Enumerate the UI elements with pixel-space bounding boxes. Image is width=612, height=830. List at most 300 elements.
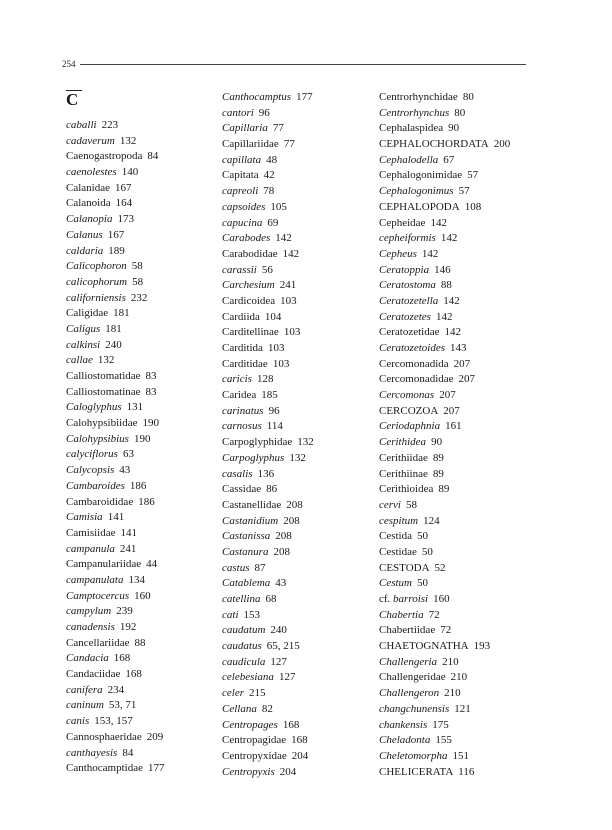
- index-entry: [222, 121, 372, 137]
- index-entry: [379, 498, 529, 514]
- index-term: caldaria: [66, 244, 104, 257]
- index-page-ref: 192: [119, 621, 137, 633]
- index-page-ref: 146: [434, 263, 451, 276]
- index-entry: [222, 372, 372, 388]
- index-page-ref: 77: [283, 138, 295, 151]
- index-page-ref: 185: [261, 389, 278, 402]
- index-page-ref: 78: [263, 185, 275, 198]
- index-entry: [66, 369, 216, 385]
- index-entry: [379, 749, 529, 765]
- index-entry: [66, 118, 216, 134]
- index-entry: [379, 623, 529, 639]
- index-term: calicophorum: [66, 275, 128, 288]
- index-term: Cercomonadida: [379, 357, 449, 370]
- index-page-ref: 86: [266, 483, 278, 496]
- index-entry: [66, 667, 216, 683]
- index-entry: [379, 404, 529, 420]
- index-term: campylum: [66, 605, 112, 618]
- index-page-ref: 186: [138, 495, 155, 508]
- index-term: Carabodes: [222, 232, 271, 245]
- index-term: Calohypsibius: [66, 432, 129, 445]
- index-page-ref: 89: [432, 467, 444, 480]
- index-page-ref: 200: [493, 138, 511, 151]
- index-term: CESTODA: [379, 561, 430, 574]
- index-entry: [66, 259, 216, 275]
- index-page-ref: 57: [467, 169, 479, 182]
- index-entry: [66, 306, 216, 322]
- index-term: Calanus: [66, 228, 103, 241]
- index-term: Challengeria: [379, 655, 438, 668]
- index-page-ref: 204: [279, 765, 297, 778]
- index-term: Carpoglyphidae: [222, 436, 293, 449]
- index-term: Caenogastropoda: [66, 150, 143, 163]
- index-term: Caloglyphus: [66, 401, 122, 414]
- index-page-ref: 103: [280, 294, 297, 307]
- index-page-ref: 84: [122, 746, 134, 759]
- index-entry: [222, 357, 372, 373]
- index-page-ref: 63: [122, 448, 134, 461]
- index-page-ref: 58: [132, 275, 144, 288]
- index-entry: [66, 463, 216, 479]
- index-entry: [66, 275, 216, 291]
- index-page-ref: 90: [448, 122, 460, 135]
- index-entry: [379, 278, 529, 294]
- index-page-ref: 83: [145, 370, 157, 382]
- index-entry: [222, 482, 372, 498]
- index-term: Camisia: [66, 511, 103, 524]
- index-term: Centrorhynchidae: [379, 91, 458, 103]
- index-entry: [222, 702, 372, 718]
- index-page-ref: 168: [125, 668, 142, 681]
- index-page-ref: 50: [417, 530, 428, 543]
- index-term: Carpoglyphus: [222, 451, 285, 464]
- index-page-ref: 58: [131, 260, 143, 273]
- index-entry: [66, 134, 216, 150]
- index-term: capreoli: [222, 185, 259, 198]
- index-term: Caridea: [222, 389, 257, 402]
- index-page-ref: 72: [440, 624, 452, 637]
- index-entry: [66, 542, 216, 558]
- index-page-ref: 215: [248, 687, 266, 700]
- index-page-ref: 42: [263, 169, 275, 182]
- index-term: cespitum: [379, 514, 419, 527]
- index-page-ref: 208: [273, 545, 290, 558]
- index-entry: [66, 165, 216, 181]
- index-page-ref: 88: [440, 279, 452, 292]
- index-page-ref: 50: [421, 545, 433, 558]
- index-page-ref: 177: [296, 91, 313, 103]
- index-entry: [66, 510, 216, 526]
- index-page-ref: 168: [291, 734, 308, 747]
- index-entry: [379, 153, 529, 169]
- index-page-ref: 142: [444, 326, 461, 339]
- index-term: cati: [222, 608, 239, 621]
- index-entry: [379, 733, 529, 749]
- index-term: canadensis: [66, 621, 115, 633]
- index-term: celebesiana: [222, 671, 274, 684]
- index-term: CEPHALOPODA: [379, 200, 460, 213]
- index-entry: [379, 168, 529, 184]
- index-page-ref: 160: [134, 589, 151, 602]
- index-entry: [222, 341, 372, 357]
- index-page-ref: 240: [270, 624, 287, 637]
- index-page-ref: 84: [147, 150, 159, 163]
- index-page-ref: 142: [421, 247, 439, 260]
- index-page-ref: 57: [458, 185, 470, 198]
- index-term: Cerithiidae: [379, 451, 428, 464]
- index-entry: [66, 746, 216, 762]
- index-term: capillata: [222, 153, 262, 166]
- index-page-ref: 160: [433, 593, 450, 605]
- index-term: Cannosphaeridae: [66, 730, 142, 743]
- index-entry: [66, 651, 216, 667]
- index-entry: [379, 310, 529, 326]
- index-term: changchunensis: [379, 702, 450, 715]
- index-entry: [379, 702, 529, 718]
- index-term: Calycopsis: [66, 464, 115, 477]
- index-entry: [222, 639, 372, 655]
- index-entry: [222, 247, 372, 263]
- index-term: Catablema: [222, 577, 271, 590]
- index-page-ref: 151: [452, 749, 469, 762]
- index-entry: [379, 529, 529, 545]
- index-entry: [66, 479, 216, 495]
- index-entry: [379, 106, 529, 122]
- index-entry: [66, 526, 216, 542]
- index-page-ref: 68: [265, 593, 277, 605]
- index-term: capsoides: [222, 200, 266, 213]
- index-term: Centrorhynchus: [379, 106, 450, 119]
- index-page-ref: 232: [130, 291, 148, 304]
- index-term: Cellana: [222, 702, 257, 715]
- index-term: Cercomonadidae: [379, 373, 454, 386]
- index-page-ref: 128: [256, 373, 274, 386]
- index-term: Carchesium: [222, 279, 275, 292]
- index-page-ref: 132: [297, 436, 314, 449]
- index-term: callae: [66, 354, 93, 367]
- index-entry: [222, 216, 372, 232]
- index-term: carinatus: [222, 404, 264, 417]
- index-page-ref: 210: [444, 687, 461, 700]
- index-page-ref: 210: [442, 655, 459, 668]
- index-term: carnosus: [222, 420, 262, 433]
- index-page-ref: 241: [119, 542, 137, 555]
- index-entry: [222, 419, 372, 435]
- index-page-ref: 88: [134, 636, 146, 649]
- index-term: capucina: [222, 216, 263, 229]
- index-term: Calanidae: [66, 181, 110, 194]
- index-term: casalis: [222, 467, 253, 480]
- index-page-ref: 161: [445, 420, 462, 433]
- index-page-ref: 168: [282, 718, 300, 731]
- index-term: Capillariidae: [222, 138, 279, 151]
- index-term: Cepheus: [379, 247, 417, 260]
- index-page-ref: 234: [107, 683, 125, 696]
- index-page-ref: 142: [440, 232, 458, 245]
- index-page-ref: 67: [443, 153, 455, 166]
- index-entry: [222, 231, 372, 247]
- index-page-ref: 208: [275, 530, 292, 543]
- index-entry: [222, 592, 372, 608]
- index-entry: [379, 467, 529, 483]
- index-page-ref: 207: [443, 404, 460, 417]
- index-term: Castanura: [222, 545, 269, 558]
- index-entry: [66, 149, 216, 165]
- index-page-ref: 155: [435, 734, 452, 747]
- index-page-ref: 53, 71: [108, 699, 137, 712]
- index-page-ref: 43: [119, 464, 131, 477]
- index-entry: [222, 545, 372, 561]
- index-term: Ceratozetes: [379, 310, 431, 323]
- index-term: Cardiida: [222, 310, 260, 323]
- index-page-ref: 77: [272, 122, 284, 135]
- index-entry: [379, 639, 529, 655]
- index-page-ref: 56: [261, 263, 273, 276]
- index-page-ref: 164: [115, 197, 133, 210]
- index-term: Candacia: [66, 652, 109, 665]
- index-entry: [379, 137, 529, 153]
- index-term: Canthocamptidae: [66, 762, 143, 775]
- index-entry: [66, 385, 216, 401]
- index-entry: [66, 212, 216, 228]
- index-term: Chabertiidae: [379, 624, 436, 637]
- index-entry: [66, 338, 216, 354]
- index-term: catellina: [222, 593, 261, 605]
- index-page-ref: 141: [120, 526, 137, 539]
- index-entry: [222, 168, 372, 184]
- page-number: 254: [62, 59, 76, 69]
- index-entry: [66, 573, 216, 589]
- index-entry: [379, 608, 529, 624]
- index-entry: [66, 181, 216, 197]
- index-term: Cambaroididae: [66, 495, 134, 508]
- index-page-ref: 103: [272, 357, 290, 370]
- index-page-ref: 96: [268, 404, 280, 417]
- index-page-ref: 89: [432, 451, 444, 464]
- index-term: Capillaria: [222, 122, 268, 135]
- index-term: CHAETOGNATHA: [379, 640, 469, 653]
- index-term: Centropages: [222, 718, 278, 731]
- index-entry: [222, 106, 372, 122]
- index-term: Calliostomatinae: [66, 385, 141, 398]
- index-page-ref: 210: [450, 671, 468, 684]
- index-entry: [379, 184, 529, 200]
- index-term: cadaverum: [66, 134, 115, 147]
- index-entry: [66, 495, 216, 511]
- index-entry: [66, 557, 216, 573]
- index-entry: [379, 216, 529, 232]
- index-page-ref: 208: [283, 514, 300, 527]
- index-term: Cassidae: [222, 483, 262, 496]
- index-term: Calanopia: [66, 213, 113, 226]
- index-term: Cerithidea: [379, 436, 427, 449]
- index-page-ref: 240: [105, 338, 122, 351]
- index-page-ref: 50: [417, 577, 428, 590]
- section-letter: C: [66, 90, 79, 109]
- index-entry: [66, 400, 216, 416]
- index-page-ref: 114: [266, 420, 283, 433]
- index-entry: [66, 416, 216, 432]
- index-term: Carditida: [222, 342, 263, 354]
- index-page-ref: 90: [431, 436, 443, 449]
- index-term: Centropagidae: [222, 734, 287, 747]
- index-entry: [222, 451, 372, 467]
- index-page-ref: 96: [258, 106, 270, 119]
- index-entry: [379, 357, 529, 373]
- index-page-ref: 116: [458, 765, 475, 778]
- index-page-ref: 52: [434, 561, 446, 574]
- index-term: Caligidae: [66, 307, 109, 320]
- index-term: Cepheidae: [379, 216, 426, 229]
- index-page-ref: 127: [278, 671, 296, 684]
- index-entry: [222, 514, 372, 530]
- index-page-ref: 69: [267, 216, 279, 229]
- index-term: Ceratoppia: [379, 263, 430, 276]
- index-term: canthayesis: [66, 746, 118, 759]
- index-page-ref: 189: [108, 244, 125, 257]
- index-term: chankensis: [379, 718, 428, 731]
- index-term: Calliostomatidae: [66, 370, 141, 382]
- index-entry: [66, 714, 216, 730]
- index-term: caudatus: [222, 640, 262, 653]
- index-column-1: [66, 118, 216, 777]
- index-page-ref: 80: [462, 91, 474, 103]
- index-entry: [222, 718, 372, 734]
- index-entry: [379, 686, 529, 702]
- index-term: Ceriodaphnia: [379, 420, 441, 433]
- index-page-ref: 44: [146, 558, 158, 571]
- index-term: Ceratozetidae: [379, 326, 440, 339]
- index-entry: [379, 294, 529, 310]
- index-entry: [379, 200, 529, 216]
- index-term: cantori: [222, 106, 254, 119]
- index-page-ref: 207: [458, 373, 476, 386]
- index-column-3: [379, 90, 529, 780]
- index-page-ref: 132: [289, 451, 306, 464]
- index-entry: [379, 765, 529, 781]
- index-entry: [222, 388, 372, 404]
- index-page-ref: 48: [266, 153, 278, 166]
- index-page-ref: 134: [128, 573, 145, 586]
- index-term: caballi: [66, 119, 97, 131]
- index-page-ref: 108: [464, 200, 482, 213]
- index-entry: [222, 576, 372, 592]
- index-term: carassii: [222, 263, 257, 276]
- index-entry: [222, 294, 372, 310]
- index-entry: [66, 604, 216, 620]
- index-term: Castanidium: [222, 514, 279, 527]
- index-entry: [222, 263, 372, 279]
- index-term: CERCOZOA: [379, 404, 439, 417]
- index-term: caudicula: [222, 655, 266, 668]
- index-entry: [379, 592, 529, 608]
- index-term: campanulata: [66, 573, 124, 586]
- index-term: Cercomonas: [379, 389, 435, 402]
- index-page-ref: 181: [113, 307, 130, 320]
- index-entry: [222, 435, 372, 451]
- index-page-ref: 142: [435, 310, 453, 323]
- index-term: Canthocamptus: [222, 91, 292, 103]
- index-page-ref: 168: [113, 652, 131, 665]
- index-entry: [66, 636, 216, 652]
- index-term: Candaciidae: [66, 668, 121, 681]
- index-page-ref: 87: [254, 561, 266, 574]
- index-entry: [222, 467, 372, 483]
- index-page-ref: 190: [133, 432, 151, 445]
- index-entry: [222, 153, 372, 169]
- index-term: Camptocercus: [66, 589, 130, 602]
- index-page-ref: 207: [439, 389, 456, 402]
- header-rule: [80, 64, 526, 65]
- index-term: Cephalogonimidae: [379, 169, 463, 182]
- index-page-ref: 121: [454, 702, 471, 715]
- index-page-ref: 80: [454, 106, 466, 119]
- index-term: Ceratostoma: [379, 279, 436, 292]
- index-term: Calohypsibiidae: [66, 417, 138, 430]
- index-page-ref: 82: [261, 702, 273, 715]
- index-term: cf. barroisi: [379, 593, 429, 605]
- index-entry: [379, 670, 529, 686]
- index-entry: [379, 247, 529, 263]
- index-page-ref: 103: [267, 342, 285, 354]
- index-term: Cheletomorpha: [379, 749, 448, 762]
- index-page-ref: 153: [243, 608, 260, 621]
- index-term: caudatum: [222, 624, 266, 637]
- index-term: calyciflorus: [66, 448, 118, 461]
- index-entry: [222, 686, 372, 702]
- index-entry: [222, 529, 372, 545]
- index-term: Carabodidae: [222, 247, 278, 260]
- index-page-ref: 142: [275, 232, 292, 245]
- index-page-ref: 132: [119, 134, 137, 147]
- index-entry: [66, 589, 216, 605]
- index-term: cervi: [379, 498, 401, 511]
- index-entry: [379, 718, 529, 734]
- index-term: Cestida: [379, 530, 412, 543]
- index-entry: [222, 765, 372, 781]
- index-term: californiensis: [66, 291, 126, 304]
- index-entry: [66, 761, 216, 777]
- index-page-ref: 167: [107, 228, 125, 241]
- index-entry: [222, 310, 372, 326]
- index-term: Castanissa: [222, 530, 271, 543]
- index-entry: [222, 184, 372, 200]
- index-entry: [222, 561, 372, 577]
- index-term: Cancellariidae: [66, 636, 130, 649]
- index-page-ref: 167: [114, 181, 132, 194]
- index-term: caenolestes: [66, 166, 117, 179]
- index-page-ref: 177: [147, 762, 165, 775]
- index-entry: [379, 419, 529, 435]
- index-term: Cestum: [379, 577, 412, 590]
- index-page-ref: 190: [142, 417, 159, 430]
- index-page-ref: 208: [286, 498, 303, 511]
- index-term: Carditidae: [222, 357, 268, 370]
- index-entry: [66, 244, 216, 260]
- index-entry: [222, 623, 372, 639]
- index-page-ref: 207: [453, 357, 471, 370]
- index-term: cepheiformis: [379, 232, 436, 245]
- index-entry: [379, 231, 529, 247]
- index-term: Centropyxis: [222, 765, 275, 778]
- index-entry: [379, 372, 529, 388]
- index-entry: [66, 447, 216, 463]
- index-entry: [379, 576, 529, 592]
- index-term: Centropyxidae: [222, 749, 287, 762]
- index-entry: [66, 291, 216, 307]
- index-term: CHELICERATA: [379, 765, 454, 778]
- index-term: calkinsi: [66, 338, 101, 351]
